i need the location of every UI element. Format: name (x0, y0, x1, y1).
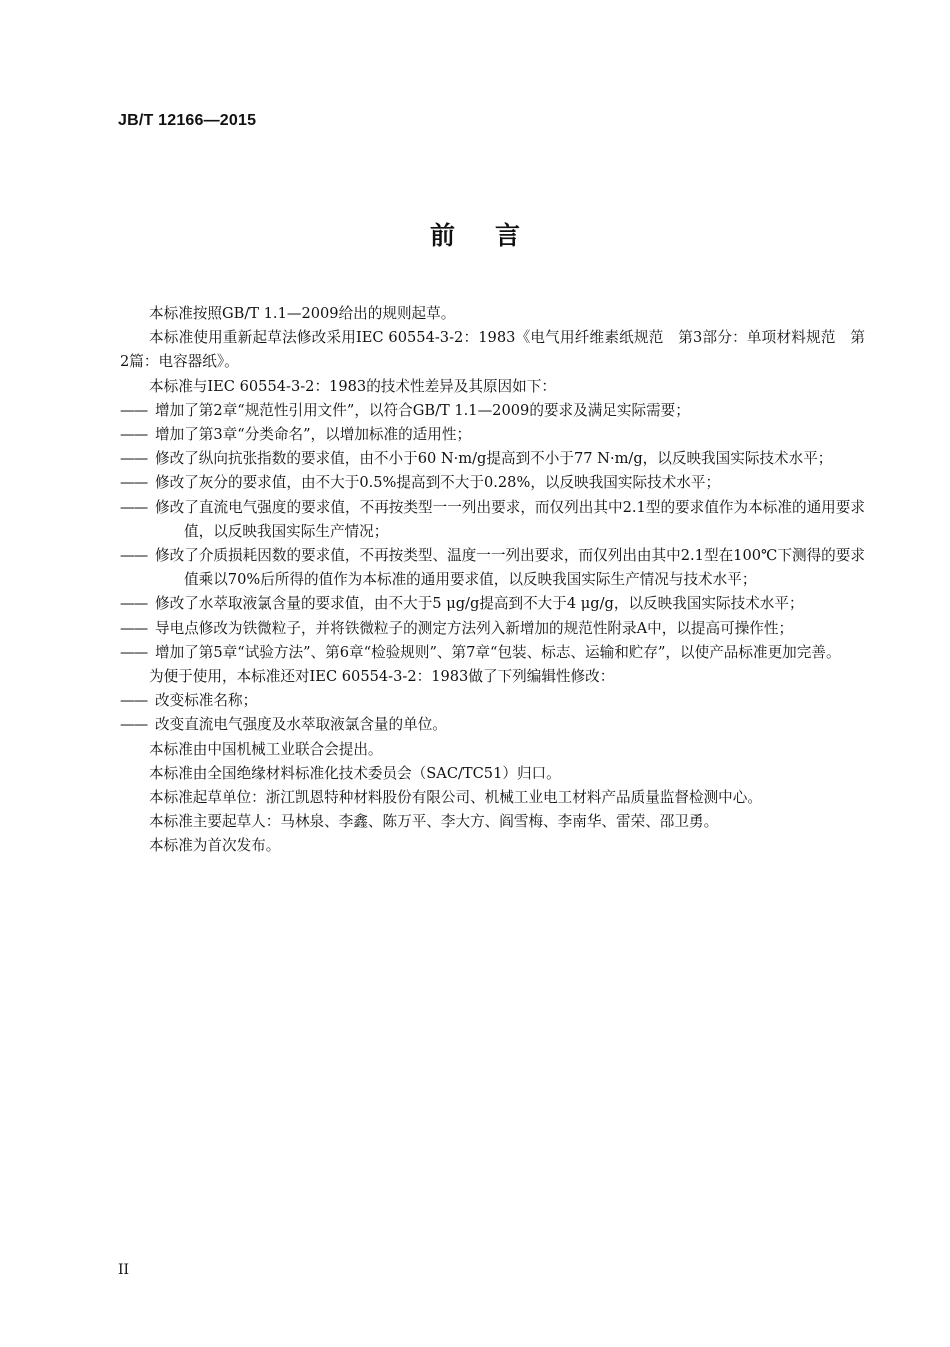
standard-code: JB/T 12166—2015 (118, 112, 257, 129)
paragraph-drafting-units: 本标准起草单位：浙江凯恩特种材料股份有限公司、机械工业电工材料产品质量监督检测中心。 (149, 789, 762, 807)
difference-text: 增加了第2章“规范性引用文件”，以符合GB/T 1.1—2009的要求及满足实际需要； (155, 401, 690, 419)
paragraph-drafting-rules: 本标准按照GB/T 1.1—2009给出的规则起草。 (149, 305, 456, 322)
paragraph-editorial-intro: 为便于使用，本标准还对IEC 60554-3-2：1983做了下列编辑性修改： (149, 668, 615, 686)
paragraph-adoption-method: 本标准使用重新起草法修改采用IEC 60554-3-2：1983《电气用纤维素纸规范 第3部分：单项材料规范 第2篇：电容器纸》。 (120, 329, 865, 371)
dash-marker: —— (120, 619, 148, 637)
dash-marker: —— (120, 498, 148, 516)
paragraph-drafters: 本标准主要起草人：马林泉、李鑫、陈万平、李大方、阎雪梅、李南华、雷荣、邵卫勇。 (149, 813, 719, 831)
difference-item (120, 544, 865, 592)
difference-item (120, 592, 865, 616)
difference-item (120, 399, 865, 423)
foreword-body (120, 302, 865, 859)
dash-marker: —— (120, 716, 148, 734)
difference-item (120, 496, 865, 544)
title-char-2: 言 (495, 221, 521, 250)
dash-marker: —— (120, 401, 148, 419)
difference-item (120, 641, 865, 665)
difference-text: 增加了第5章“试验方法”、第6章“检验规则”、第7章“包装、标志、运输和贮存”，以使产品标准更加完善。 (155, 643, 841, 661)
dash-marker: —— (120, 643, 148, 661)
page-title (0, 216, 950, 252)
paragraph-committee: 本标准由全国绝缘材料标准化技术委员会（SAC/TC51）归口。 (149, 764, 561, 782)
difference-text: 修改了灰分的要求值，由不大于0.5%提高到不大于0.28%，以反映我国实际技术水平； (155, 474, 721, 492)
editorial-item (120, 689, 865, 713)
difference-text: 修改了水萃取液氯含量的要求值，由不大于5 μg/g提高到不大于4 μg/g，以反映我国实际技术水平； (155, 595, 804, 613)
dash-marker: —— (120, 595, 148, 613)
dash-marker: —— (120, 547, 148, 565)
difference-text: 导电点修改为铁微粒子，并将铁微粒子的测定方法列入新增加的规范性附录A中，以提高可操作性； (155, 619, 794, 637)
paragraph-proposer: 本标准由中国机械工业联合会提出。 (149, 740, 383, 758)
editorial-item (120, 713, 865, 737)
editorial-text: 改变直流电气强度及水萃取液氯含量的单位。 (155, 716, 447, 734)
title-char-1: 前 (429, 221, 455, 250)
dash-marker: —— (120, 692, 148, 710)
difference-text: 修改了直流电气强度的要求值，不再按类型一一列出要求，而仅列出其中2.1型的要求值作为本标准的通用要求值，以反映我国实际生产情况； (155, 498, 865, 540)
dash-marker: —— (120, 426, 148, 444)
paragraph-differences-intro: 本标准与IEC 60554-3-2：1983的技术性差异及其原因如下： (149, 377, 556, 395)
difference-item (120, 423, 865, 447)
difference-text: 增加了第3章“分类命名”，以增加标准的适用性； (155, 426, 472, 444)
difference-item (120, 447, 865, 471)
dash-marker: —— (120, 450, 148, 468)
editorial-text: 改变标准名称； (155, 692, 258, 710)
dash-marker: —— (120, 474, 148, 492)
difference-text: 修改了纵向抗张指数的要求值，由不小于60 N·m/g提高到不小于77 N·m/g，以反映我国实际技术水平； (155, 450, 833, 468)
paragraph-first-release: 本标准为首次发布。 (149, 837, 281, 855)
page-number: II (118, 1262, 130, 1278)
difference-item (120, 471, 865, 495)
difference-text: 修改了介质损耗因数的要求值，不再按类型、温度一一列出要求，而仅列出由其中2.1型在100℃下测得的要求值乘以70%后所得的值作为本标准的通用要求值，以反映我国实际生产情况与技术水平； (155, 547, 865, 589)
difference-item (120, 617, 865, 641)
